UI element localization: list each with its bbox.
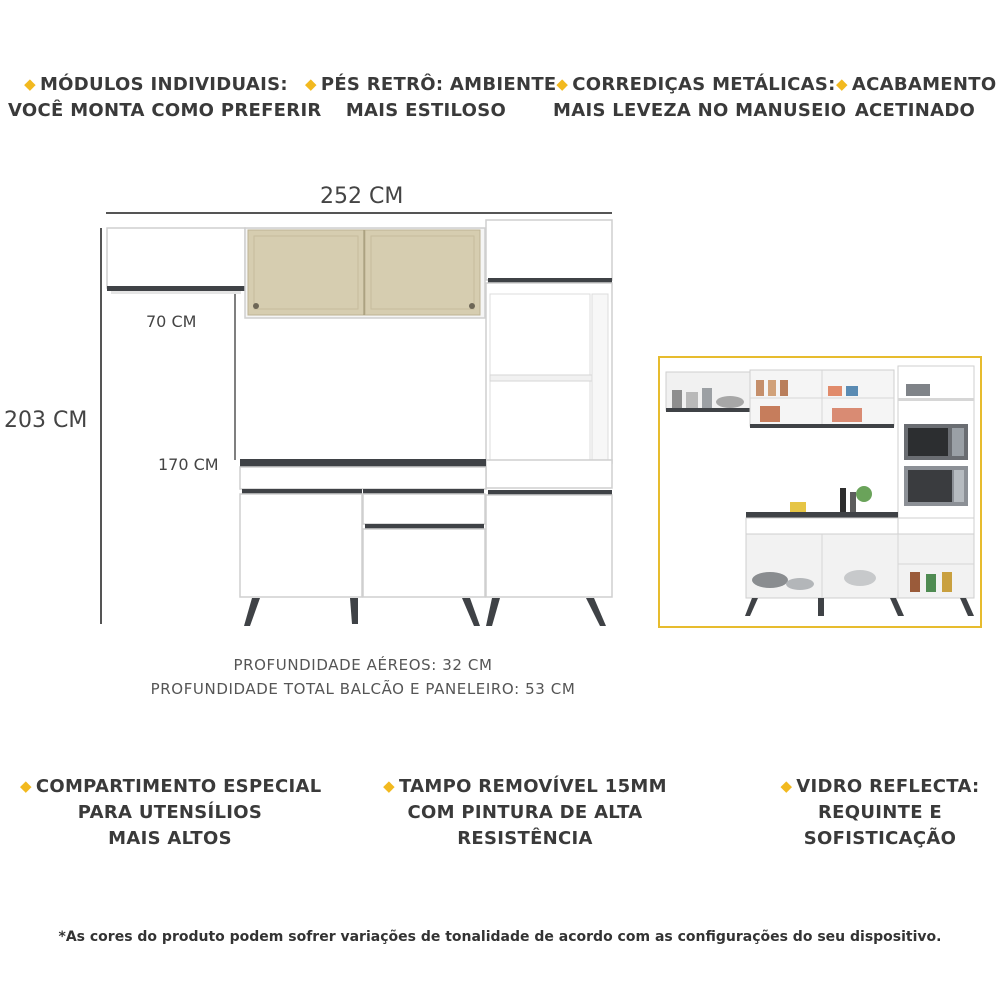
gap-label: 70 CM [146,312,197,331]
upper-left-cabinet [107,228,245,294]
product-photo [658,356,982,628]
diamond-bullet-icon: ◆ [780,777,793,795]
diamond-bullet-icon: ◆ [556,75,569,93]
feature-tampo: ◆ TAMPO REMOVÍVEL 15MM COM PINTURA DE ALTA RESISTÊNCIA [383,776,667,849]
diamond-bullet-icon: ◆ [836,75,848,93]
feature-modulos: ◆ MÓDULOS INDIVIDUAIS: VOCÊ MONTA COMO PREFERIR [8,74,322,121]
retro-legs [244,598,606,626]
height-label: 203 CM [4,408,88,433]
diamond-bullet-icon: ◆ [20,777,32,795]
color-disclaimer: *As cores do produto podem sofrer variações de tonalidade de acordo com as configurações do seu dispositivo. [58,929,942,945]
feature-compartimento: ◆ COMPARTIMENTO ESPECIAL PARA UTENSÍLIOS MAIS ALTOS [20,776,322,849]
feature-pes-retro: ◆ PÉS RETRÔ: AMBIENTE MAIS ESTILOSO [305,74,557,121]
feature-acabamento: ◆ ACABAMENTO ACETINADO [836,74,997,121]
diamond-bullet-icon: ◆ [383,777,395,795]
diamond-bullet-icon: ◆ [24,75,36,93]
upper-glass-cabinet [245,228,485,318]
diamond-bullet-icon: ◆ [305,75,317,93]
counter-height-label: 170 CM [158,455,219,474]
feature-vidro: ◆ VIDRO REFLECTA: REQUINTE E SOFISTICAÇÃO [780,776,980,849]
tall-pantry-cabinet [486,220,612,597]
feature-corredicas: ◆ CORREDIÇAS METÁLICAS: MAIS LEVEZA NO MANUSEIO [553,74,847,121]
depth-aereos: PROFUNDIDADE AÉREOS: 32 CM [233,656,493,674]
depth-total: PROFUNDIDADE TOTAL BALCÃO E PANELEIRO: 53 CM [150,680,576,698]
width-label: 252 CM [320,184,404,209]
base-cabinet [240,459,486,597]
kitchen-illustration [660,358,980,626]
